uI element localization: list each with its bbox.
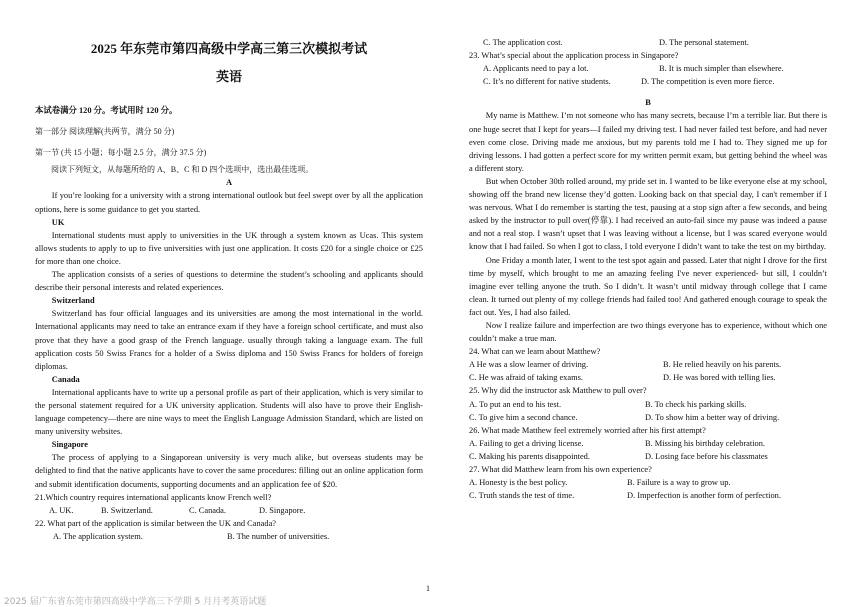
singapore-heading: Singapore xyxy=(51,440,88,450)
q25-options-cd xyxy=(469,411,827,424)
q27-option-a[interactable]: A. Honesty is the best policy. xyxy=(469,478,568,488)
q22-stem: 22. What part of the application is similar between the UK and Canada? xyxy=(35,518,277,528)
section-one-heading: 第一节 (共 15 小题；每小题 2.5 分，满分 37.5 分) xyxy=(35,148,207,158)
passage-a-intro: If you’re looking for a university with a strong international outlook but feel swept over by all the application options, here is some guidance to get you started. xyxy=(35,191,423,214)
right-column xyxy=(469,36,827,502)
q26-option-c[interactable]: C. Making his parents disappointed. xyxy=(469,451,590,461)
q25-stem: 25. Why did the instructor ask Matthew to pull over? xyxy=(469,386,647,396)
q21-option-a[interactable]: A. UK. xyxy=(49,505,74,515)
uk-paragraph-1: International students must apply to universities in the UK through a system known as Ucas. This system allows students to apply to up to five universities with just one application. It costs £20 for a single choice or £25 for more than one choice. xyxy=(35,230,423,266)
uk-heading: UK xyxy=(51,217,65,227)
q23-option-c[interactable]: C. It’s no different for native students. xyxy=(483,77,611,87)
q22-option-c[interactable]: C. The application cost. xyxy=(483,38,563,47)
canada-heading: Canada xyxy=(51,374,80,384)
q21-option-b[interactable]: B. Switzerland. xyxy=(101,505,153,515)
singapore-paragraph: The process of applying to a Singaporean university is very much alike, but overseas students may be delighted to find that the native applicants have to cover the same procedures: filling out an online application form and submit identification documents, supporting documents and an application fee of $20. xyxy=(35,453,423,489)
q21-option-c[interactable]: C. Canada. xyxy=(189,505,226,515)
page-number: 1 xyxy=(426,584,430,593)
q23-option-d[interactable]: D. The competition is even more fierce. xyxy=(641,77,775,87)
q26-option-b[interactable]: B. Missing his birthday celebration. xyxy=(645,438,766,448)
q23-option-b[interactable]: B. It is much simpler than elsewhere. xyxy=(659,64,784,74)
q26-options-cd xyxy=(469,450,827,463)
switzerland-heading: Switzerland xyxy=(51,296,95,306)
q25-option-b[interactable]: B. To check his parking skills. xyxy=(645,399,747,409)
q27-options-ab xyxy=(469,476,827,489)
canada-paragraph: International applicants have to write up a personal profile as part of their application, which is very similar to the personal statement required for a UK university application. Students will also have to prove their English-language competency—there are nine ways to meet the English Language Admission Standard, which are listed on many university websites. xyxy=(35,387,423,437)
switzerland-paragraph: Switzerland has four official languages and its universities are among the most international in the world. International applicants may need to take an entrance exam if they have a foreign school certificate, and must also prove that they have a good grasp of the French language. usually through taking a language exam. The full application costs 50 Swiss Francs for a holder of a Swiss diploma and 150 Swiss Francs for holders of foreign diplomas. xyxy=(35,309,423,371)
q24-option-d[interactable]: D. He was bored with telling lies. xyxy=(663,373,776,383)
q26-options-ab xyxy=(469,437,827,450)
q27-option-b[interactable]: B. Failure is a way to grow up. xyxy=(627,478,731,488)
q21-options xyxy=(35,504,423,517)
q26-option-a[interactable]: A. Failing to get a driving license. xyxy=(469,438,584,448)
q22-option-d[interactable]: D. The personal statement. xyxy=(659,38,749,47)
q25-option-a[interactable]: A. To put an end to his test. xyxy=(469,399,562,409)
q27-option-c[interactable]: C. Truth stands the test of time. xyxy=(469,491,575,501)
q24-options-cd xyxy=(469,371,827,384)
instruction-text: 阅读下列短文，从每题所给的 A、B、C 和 D 四个选项中，选出最佳选项。 xyxy=(51,165,314,175)
passage-b-paragraph-1: My name is Matthew. I’m not someone who has many secrets, because I’m a terrible liar. But there is one huge secret that I kept for years—I failed my driving test. I had never failed test before, and had never even come close. Driving made me anxious, but my parents told me I had to. They signed me up for driving lessons. I had gotten a perfect score for my written permit exam, but getting behind the wheel was a different story. xyxy=(469,111,827,173)
q22-options-ab xyxy=(35,530,423,543)
q22-options-cd xyxy=(481,36,827,49)
q21-stem: 21.Which country requires international applicants know French well? xyxy=(35,492,272,502)
q27-stem: 27. What did Matthew learn from his own experience? xyxy=(469,465,652,474)
q23-option-a[interactable]: A. Applicants need to pay a lot. xyxy=(483,64,589,74)
q26-option-d[interactable]: D. Losing face before his classmates xyxy=(645,451,768,461)
q26-stem: 26. What made Matthew feel extremely worried after his first attempt? xyxy=(469,425,706,435)
q25-option-d[interactable]: D. To show him a better way of driving. xyxy=(645,412,780,422)
passage-b-paragraph-2: But when October 30th rolled around, my pride set in. I wanted to be like everyone else at my school, showing off the brand new license they’d gotten. Looking back on that special day, I can't remember if I was nervous. What I do remember is starting the test, pausing at a stop sign after a few seconds, and being asked by the instructor to pull over(停靠). I had received an auto-fail since my pause was indeed a pause and not a real stop. I wasn’t upset that I was leaving without a license, but I was scared everyone would know that I had failed. So when I got to class, I told everyone I didn’t want to take the test on my birthday. xyxy=(469,176,827,252)
passage-a-label: A xyxy=(225,178,233,188)
exam-subject: 英语 xyxy=(215,69,242,84)
q27-options-cd xyxy=(469,489,827,502)
exam-title: 2025 年东莞市第四高级中学高三第三次模拟考试 xyxy=(90,41,368,56)
q23-options-ab xyxy=(481,62,827,75)
q23-options-cd xyxy=(481,75,827,88)
q24-option-c[interactable]: C. He was afraid of taking exams. xyxy=(469,373,583,383)
q25-option-c[interactable]: C. To give him a second chance. xyxy=(469,412,578,422)
q25-options-ab xyxy=(469,398,827,411)
q24-option-b[interactable]: B. He relied heavily on his parents. xyxy=(663,360,782,370)
q24-options-ab xyxy=(469,358,827,371)
q22-option-b[interactable]: B. The number of universities. xyxy=(227,531,330,541)
q21-option-d[interactable]: D. Singapore. xyxy=(259,505,306,515)
passage-b-label: B xyxy=(645,98,651,108)
part-one-heading: 第一部分 阅读理解(共两节，满分 50 分) xyxy=(35,127,175,137)
q27-option-d[interactable]: D. Imperfection is another form of perfection. xyxy=(627,491,781,501)
q23-stem: 23. What’s special about the application process in Singapore? xyxy=(469,51,679,61)
uk-paragraph-2: The application consists of a series of questions to determine the student’s schooling and applicants should describe their personal interests and related experiences. xyxy=(35,270,423,293)
q24-stem: 24. What can we learn about Matthew? xyxy=(469,347,601,357)
score-line: 本试卷满分 120 分。考试用时 120 分。 xyxy=(35,106,178,115)
passage-b-paragraph-4: Now I realize failure and imperfection are two things everyone has to experience, without which one couldn’t make a true man. xyxy=(469,320,827,344)
footer-watermark: 2025 届广东省东莞市第四高级中学高三下学期 5 月月考英语试题 xyxy=(4,597,267,607)
passage-b-paragraph-3: One Friday a month later, I went to the test spot again and passed. Later that night I drove for the first time by myself, which brought to me an amazing feeling I've never experienced- but sill, I couldn’t imagine ever telling anyone the truth. So I didn’t. It wasn’t until midway through college that I came clean. It turned out plenty of my college friends had failed too! And gathered enough courage to speak the fact out. Yes, I had also failed. xyxy=(469,255,827,317)
q24-option-a[interactable]: A He was a slow learner of driving. xyxy=(469,360,589,370)
q22-option-a[interactable]: A. The application system. xyxy=(53,531,143,541)
left-column xyxy=(35,40,423,543)
